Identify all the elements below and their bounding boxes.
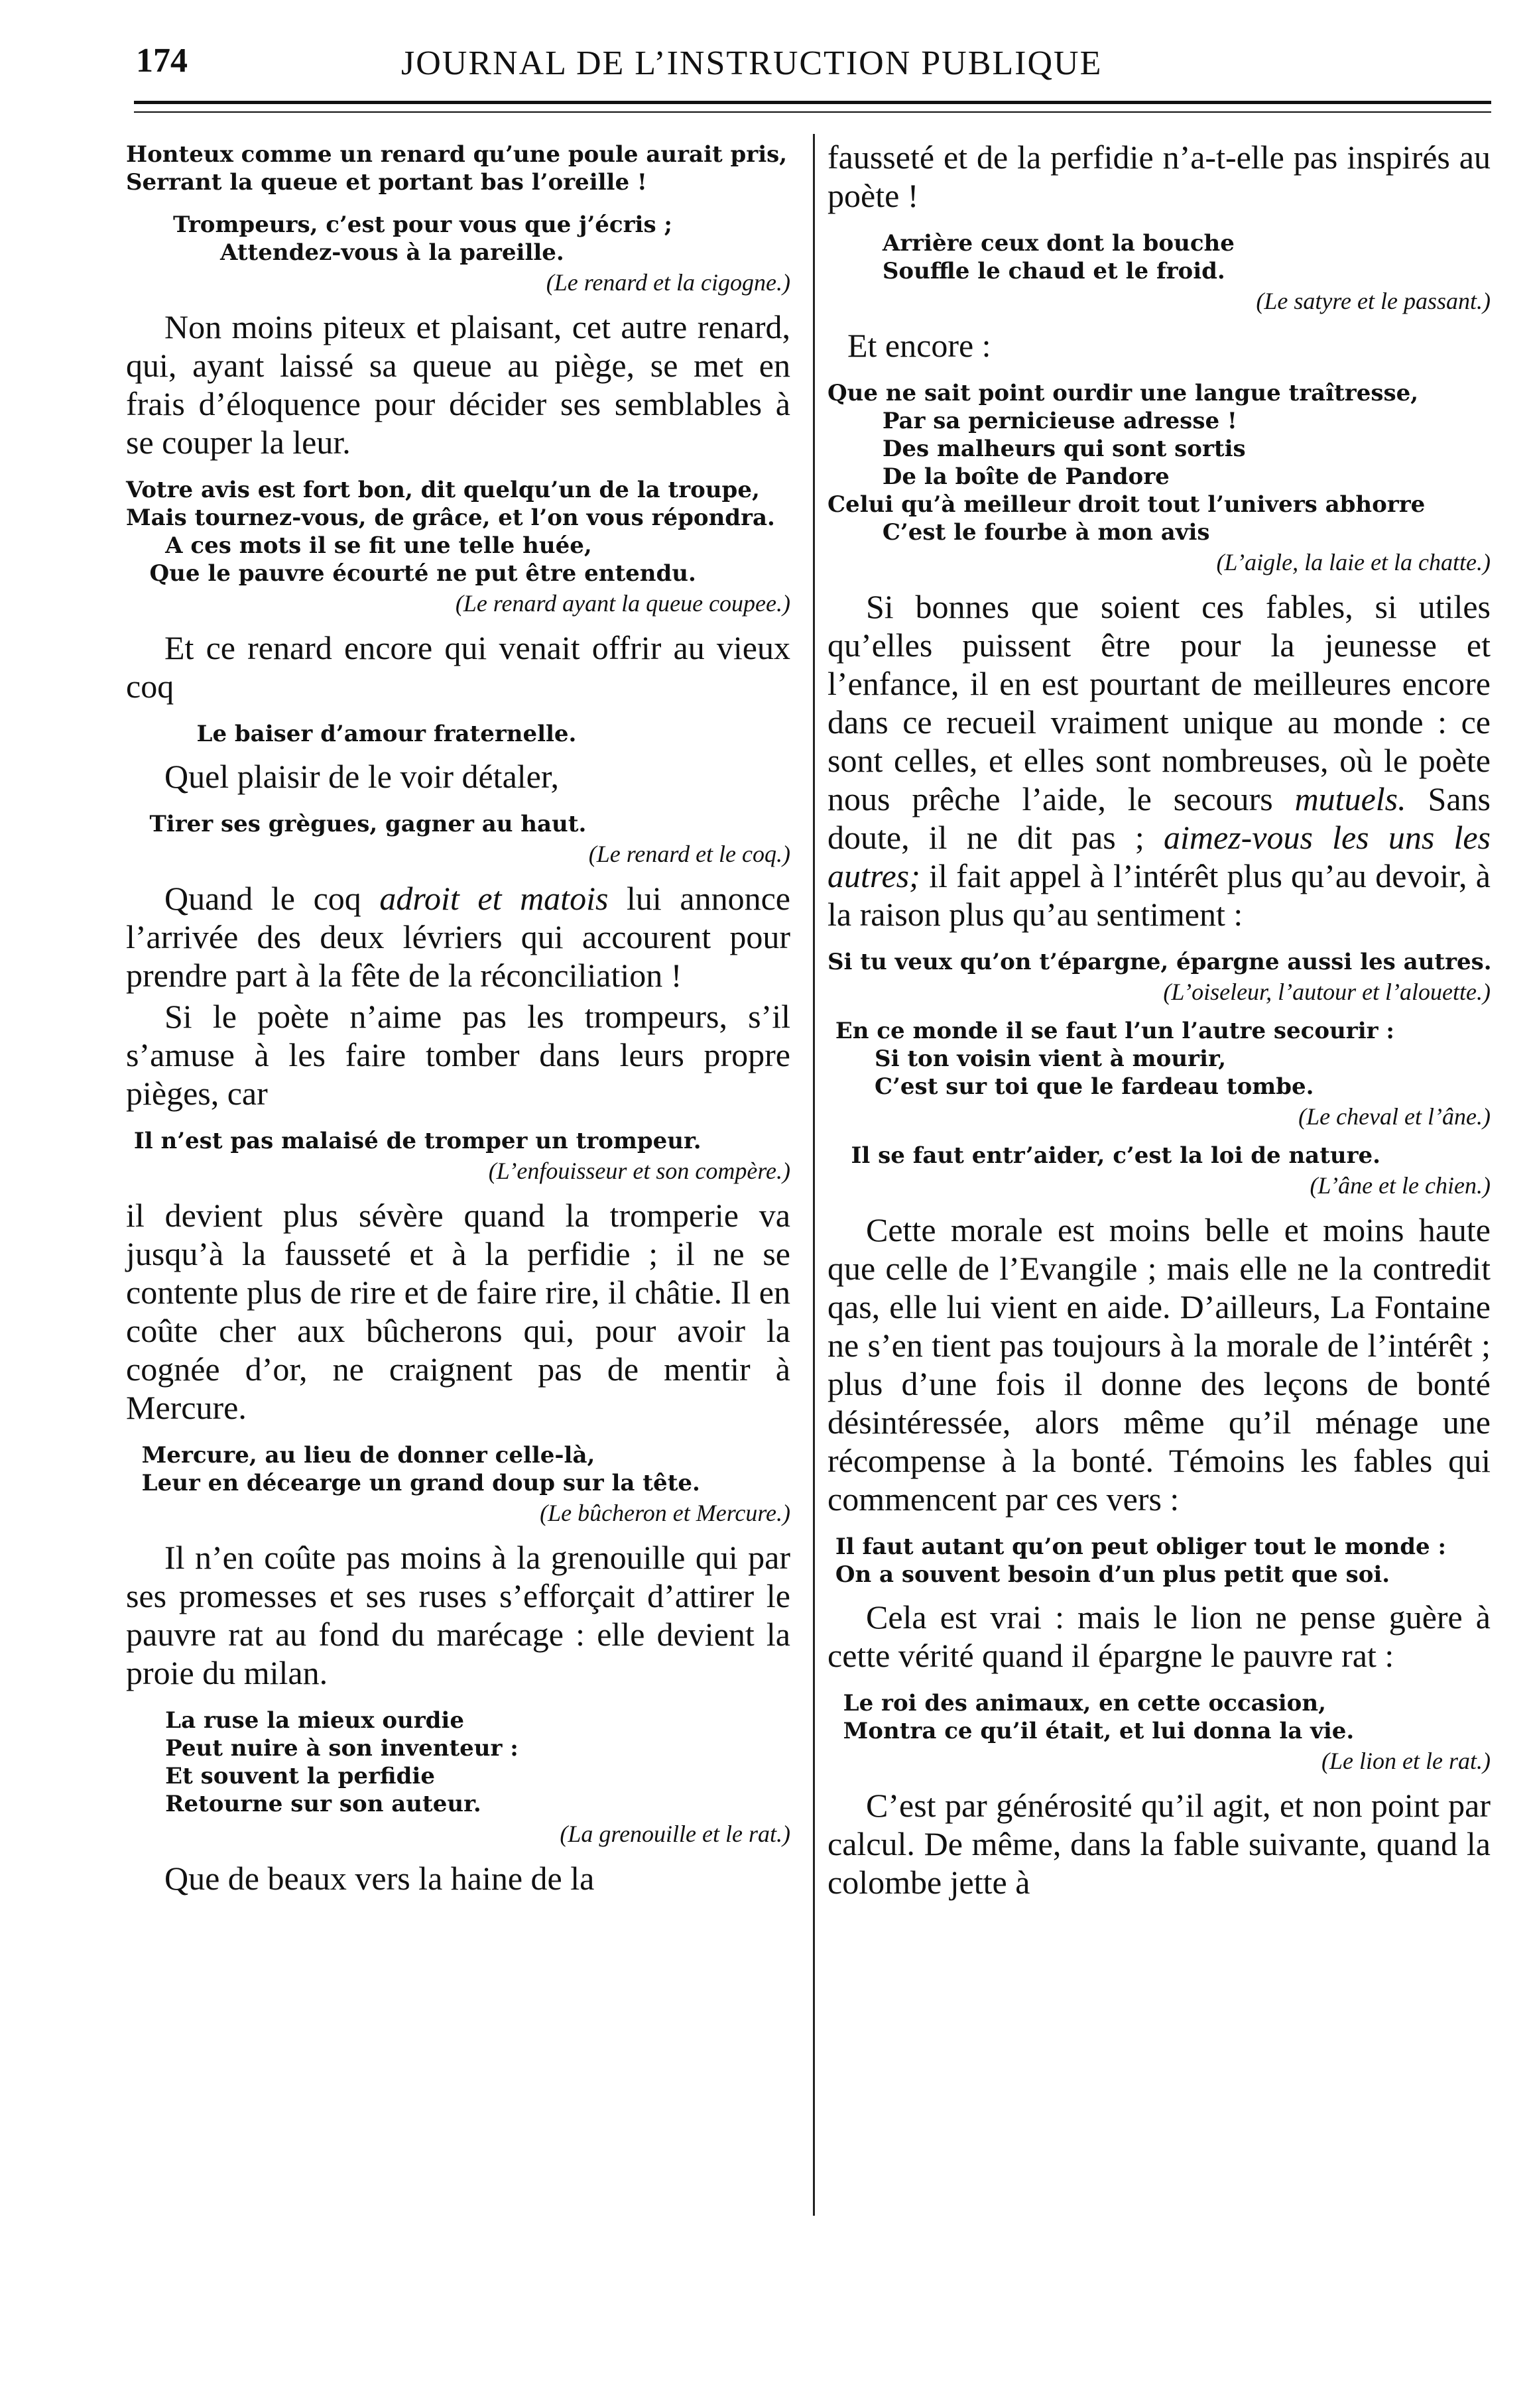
verse-block: Tirer ses grègues, gagner au haut. — [126, 811, 587, 837]
verse-block: Arrière ceux dont la bouche Souffle le chaud et le froid. — [882, 230, 1235, 284]
citation: (L’oiseleur, l’autour et l’alouette.) — [1163, 979, 1491, 1005]
paragraph: Cela est vrai : mais le lion ne pense guère à cette vérité quand il épargne le pauvre rat : — [827, 1598, 1491, 1674]
header-rule-thick — [134, 101, 1491, 104]
left-column — [126, 138, 790, 1912]
emphasis: adroit et matois — [379, 880, 609, 917]
verse-block: Le baiser d’amour fraternelle. — [126, 721, 577, 747]
paragraph — [827, 587, 1491, 933]
right-column — [827, 138, 1491, 1916]
text-run: Si bonnes que soient ces fables, si utiles qu’elles puissent être pour la jeunesse et l’enfance, il en est pourtant de meilleures encore dans ce recueil vraiment unique au monde : ce sont celles, et elles sont nombreuses, où le poète nous prêche l’aide, le secours — [827, 588, 1491, 817]
paragraph: Que de beaux vers la haine de la — [164, 1860, 595, 1897]
paragraph: Cette morale est moins belle et moins haute que celle de l’Evangile ; mais elle ne la contredit qas, elle lui vient en aide. D’ailleurs, La Fontaine ne s’en tient pas toujours à la morale de l’intérêt ; plus d’une fois il donne des leçons de bonté désintéressée, alors même qu’il ménage une récompense à la bonté. Témoins les fables qui commencent par ces vers : — [827, 1211, 1491, 1518]
citation: (Le lion et le rat.) — [1321, 1748, 1491, 1774]
text-run: il fait appel à l’intérêt plus qu’au devoir, à la raison plus qu’au sentiment : — [827, 857, 1491, 933]
emphasis: aimez-vous les uns les autres; — [827, 819, 1491, 894]
paragraph: Il n’en coûte pas moins à la grenouille qui par ses promesses et ses ruses s’efforçait d’attirer le pauvre rat au fond du marécage : elle devient la proie du milan. — [126, 1539, 790, 1691]
paragraph: Et encore : — [847, 327, 991, 364]
verse-block: Mercure, au lieu de donner celle-là, Leur en décearge un grand doup sur la tête. — [141, 1442, 700, 1496]
text-run: Quand le coq — [164, 880, 380, 917]
verse-block: Il faut autant qu’on peut obliger tout le monde : On a souvent besoin d’un plus petit que soi. — [835, 1534, 1447, 1588]
verse-block: Trompeurs, c’est pour vous que j’écris ; Attendez-vous à la pareille. — [173, 211, 672, 266]
citation: (Le bûcheron et Mercure.) — [540, 1500, 790, 1526]
citation: (Le renard ayant la queue coupee.) — [455, 590, 790, 617]
verse-block: La ruse la mieux ourdie Peut nuire à son inventeur : Et souvent la perfidie Retourne sur son auteur. — [165, 1707, 519, 1817]
paragraph: fausseté et de la perfidie n’a-t-elle pas inspirés au poète ! — [827, 139, 1491, 214]
text-run: lui annonce l’arrivée des deux lévriers qui accourent pour prendre part à la fête de la réconciliation ! — [126, 880, 790, 994]
paragraph: Si le poète n’aime pas les trompeurs, s’il s’amuse à les faire tomber dans leurs propre pièges, car — [126, 998, 790, 1112]
verse-block: Il se faut entr’aider, c’est la loi de nature. — [827, 1142, 1380, 1169]
citation: (Le cheval et l’âne.) — [1298, 1103, 1491, 1130]
verse-block: Votre avis est fort bon, dit quelqu’un de la troupe, Mais tournez-vous, de grâce, et l’on vous répondra. A ces mots il se fit une telle huée, Que le pauvre écourté ne put être entendu. — [126, 477, 775, 587]
citation: (L’aigle, la laie et la chatte.) — [1216, 549, 1491, 575]
paragraph: Et ce renard encore qui venait offrir au vieux coq — [126, 629, 790, 705]
paragraph: il devient plus sévère quand la tromperie va jusqu’à la fausseté et à la perfidie ; il ne se contente plus de rire et de faire rire, il châtie. Il en coûte cher aux bûcherons qui, pour avoir la cognée d’or, ne craignent pas de mentir à Mercure. — [126, 1197, 790, 1426]
citation: (L’âne et le chien.) — [1310, 1172, 1491, 1199]
paragraph — [126, 879, 790, 994]
running-title: JOURNAL DE L’INSTRUCTION PUBLIQUE — [401, 44, 1103, 82]
citation: (La grenouille et le rat.) — [560, 1821, 790, 1847]
verse-block: Que ne sait point ourdir une langue traîtresse, Par sa pernicieuse adresse ! Des malheurs qui sont sortis De la boîte de Pandore Celui qu’à meilleur droit tout l’univers abhorre C’est le fourbe à mon avis — [827, 380, 1426, 546]
verse-block: Honteux comme un renard qu’une poule aurait pris, Serrant la queue et portant bas l’oreille ! — [126, 141, 788, 196]
citation: (Le renard et la cigogne.) — [546, 269, 790, 296]
column-divider — [813, 134, 815, 2216]
text-run: Sans doute, il ne dit pas ; — [827, 780, 1491, 856]
verse-block: Il n’est pas malaisé de tromper un trompeur. — [126, 1128, 702, 1154]
citation: (Le renard et le coq.) — [588, 841, 790, 867]
citation: (Le satyre et le passant.) — [1256, 288, 1491, 314]
paragraph: Non moins piteux et plaisant, cet autre renard, qui, ayant laissé sa queue au piège, se met en frais d’éloquence pour décider ses semblables à se couper la leur. — [126, 308, 790, 461]
citation: (L’enfouisseur et son compère.) — [488, 1158, 790, 1184]
page-number: 174 — [136, 42, 188, 80]
paragraph: Quel plaisir de le voir détaler, — [164, 758, 559, 795]
header-rule-thin — [134, 111, 1491, 113]
verse-block: Le roi des animaux, en cette occasion, Montra ce qu’il était, et lui donna la vie. — [843, 1690, 1355, 1744]
verse-block: Si tu veux qu’on t’épargne, épargne aussi les autres. — [827, 949, 1492, 975]
emphasis: mutuels. — [1294, 780, 1406, 817]
paragraph: C’est par générosité qu’il agit, et non point par calcul. De même, dans la fable suivante, quand la colombe jette à — [827, 1787, 1491, 1901]
verse-block: En ce monde il se faut l’un l’autre secourir : Si ton voisin vient à mourir, C’est sur toi que le fardeau tombe. — [835, 1018, 1394, 1100]
